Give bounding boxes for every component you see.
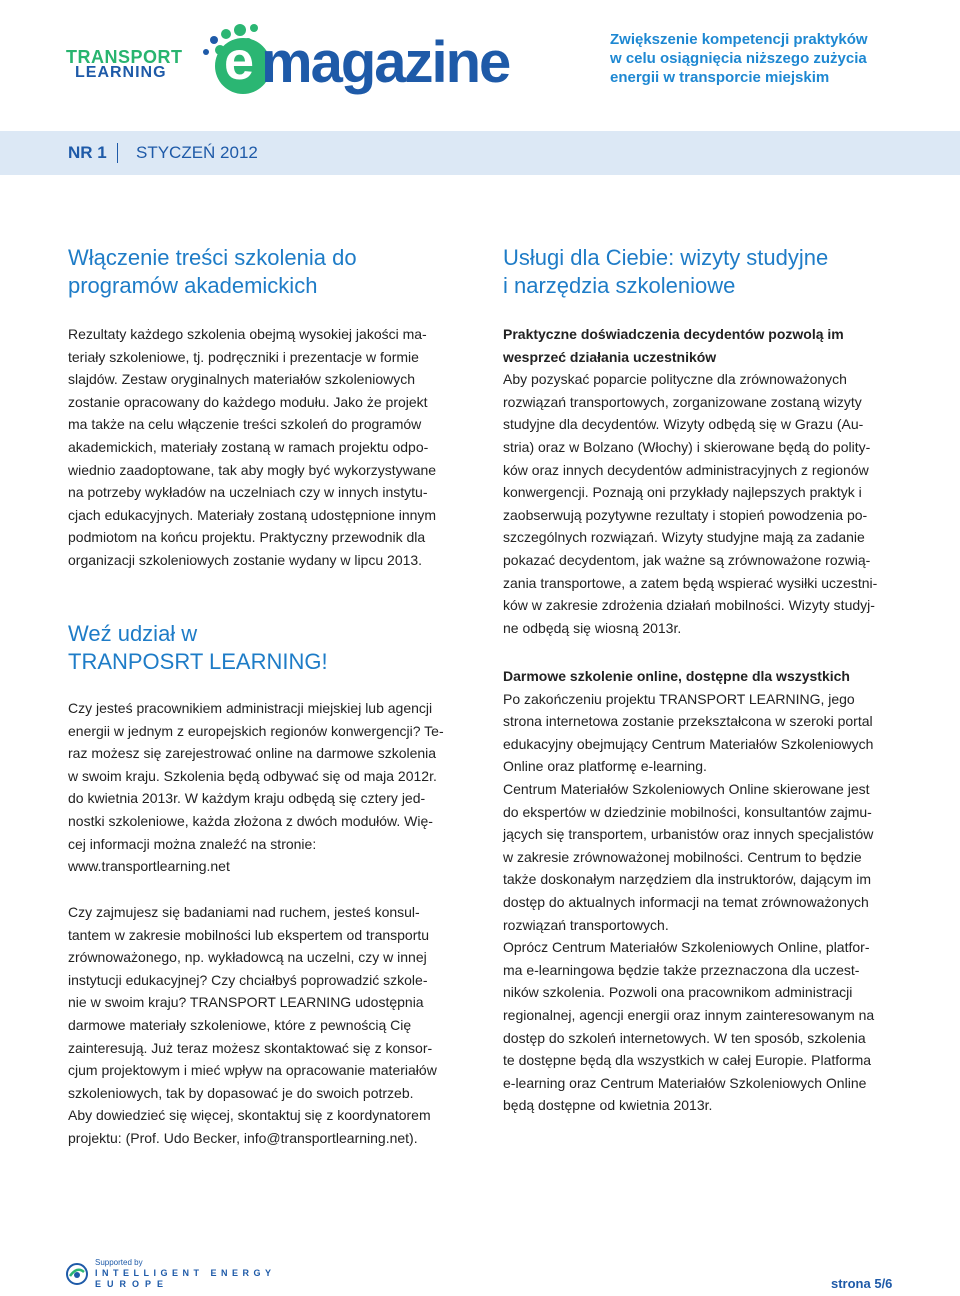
iee-swirl-icon	[66, 1262, 88, 1286]
subheading-free-online-training: Darmowe szkolenie online, dostępne dla wszystkich	[503, 668, 850, 684]
issue-number: NR 1	[68, 143, 107, 162]
paragraph-study-visits: Praktyczne doświadczenia decydentów pozwolą im wesprzeć działania uczestników Aby pozyskać poparcie polityczne dla zrównoważonych rozwiązań transportowych, zorganizowane zostaną wizyty studyjne dla decydentów. Wizyty odbędą się w Grazu (Au- stria) oraz w Bolzano (Włochy) i skierowane będą do polity- ków oraz innych decydentów administracyjnych z regionów konwergencji. Poznają oni przykłady najlepszych praktyk i zaobserwują pozytywne rezultaty i stopień powodzenia po- szczególnych rozwiązań. Wizyty studyjne mają za zadanie pokazać decydentom, jak ważne są zrównoważone rozwią- zania transportowe, a zatem będą wspierać wysiłki uczestni- ków w zakresie zdrożenia działań mobilności. Wizyty studyj- ne odbędą się wiosną 2013r.	[503, 323, 877, 639]
intelligent-energy-europe-logo	[66, 1258, 296, 1290]
emagazine-e-badge: e	[215, 38, 271, 94]
issue-divider	[117, 143, 118, 163]
contact-line[interactable]: projektu: (Prof. Udo Becker, info@transportlearning.net).	[68, 1129, 418, 1146]
website-link[interactable]: www.transportlearning.net	[68, 858, 230, 875]
logo-line1: TRANSPORT	[66, 47, 183, 67]
subheading-practical-experience: Praktyczne doświadczenia decydentów pozwolą im	[503, 326, 844, 342]
paragraph-training-results: Rezultaty każdego szkolenia obejmą wysokiej jakości ma- teriały szkoleniowe, tj. podręczniki i prezentacje w formie slajdów. Zestaw oryginalnych materiałów szkoleniowych zostanie opracowany do każdego modułu. Jako że projekt ma także na celu włączenie treści szkoleń do programów akademickich, materiały zostaną w ramach projektu odpo- wiednio zaadoptowane, tak aby mogły być wykorzystywane na potrzeby wykładów na uczelniach czy w innych instytu- cjach edukacyjnych. Materiały zostaną udostępnione innym podmiotom na końcu projektu. Praktyczny przewodnik dla organizacji szkoleniowych zostanie wydany w lipcu 2013.	[68, 326, 437, 568]
heading-study-visits: Usługi dla Ciebie: wizyty studyjne i narzędzia szkoleniowe	[503, 245, 829, 298]
transport-learning-logo	[66, 20, 206, 110]
page-number: strona 5/6	[831, 1276, 893, 1291]
heading-join-us: Weź udział w TRANPOSRT LEARNING!	[68, 621, 328, 674]
logo-line2: LEARNING	[75, 64, 167, 81]
paragraph-researchers: Czy zajmujesz się badaniami nad ruchem, jesteś konsul- tantem w zakresie mobilności lub ekspertem od transportu zrównoważonego, np. wykładowcą na uczelni, czy w innej instytucji edukacyjnej? Czy chciałbyś poprowadzić szkole- nie w swoim kraju? TRANSPORT LEARNING udostępnia darmowe materiały szkoleniowe, które z pewnością Cię zainteresują. Już teraz możesz skontaktować się z konsor- cjum projektowym i mieć wpływ na opracowanie materiałów szkoleniowych, tak by dopasować je do swoich potrzeb. Aby dowiedzieć się więcej, skontaktuj się z koordynatorem projektu: (Prof. Udo Becker, info@transportlearning.net).	[68, 901, 437, 1150]
paragraph-online-training: Darmowe szkolenie online, dostępne dla wszystkich Po zakończeniu projektu TRANSPORT LEARNING, jego strona internetowa zostanie przekształcona w szeroki portal edukacyjny obejmujący Centrum Materiałów Szkoleniowych Online oraz platformę e-learning. Centrum Materiałów Szkoleniowych Online skierowane jest do ekspertów w dziedzinie mobilności, konsultantów zajmu- jących się transportem, urbanistów oraz innych specjalistów w zakresie zrównoważonej mobilności. Centrum to będzie także doskonałym narzędziem dla instruktorów, dającym im dostęp do aktualnych informacji na temat zrównoważonych rozwiązań transportowych. Oprócz Centrum Materiałów Szkoleniowych Online, platfor- ma e-learningowa będzie także przeznaczona dla uczest- ników szkolenia. Pozwoli ona pracownikom administracji regionalnej, agencji energii oraz innym zainteresowanym na dostęp do szkoleń internetowych. W ten sposób, szkolenia te dostępne będą dla wszystkich w całej Europie. Platforma e-learning oraz Centrum Materiałów Szkoleniowych Online będą dostępne od kwietnia 2013r.	[503, 665, 874, 1117]
supported-by-label: Supported by	[95, 1258, 143, 1267]
header-tagline: Zwiększenie kompetencji praktyków w celu osiągnięcia niższego zużycia energii w transporcie miejskim	[610, 31, 868, 86]
iee-line2: EUROPE	[95, 1279, 170, 1289]
emagazine-logo	[215, 30, 510, 106]
paragraph-register-online: Czy jesteś pracownikiem administracji miejskiej lub agencji energii w jednym z europejskich regionów konwergencji? Te- raz możesz się zarejestrować online na darmowe szkolenia w swoim kraju. Szkolenia będą odbywać się od maja 2012r. do kwietnia 2013r. W każdym kraju odbędą się cztery jed- nostki szkoleniowe, każda złożona z dwóch modułów. Wię- cej informacji można znaleźć na stronie: www.transportlearning.net	[68, 697, 444, 878]
issue-bar	[0, 131, 960, 175]
emagazine-word: magazine	[261, 30, 510, 95]
iee-line1: INTELLIGENT ENERGY	[95, 1268, 276, 1278]
issue-date: STYCZEŃ 2012	[136, 143, 258, 162]
page-header	[0, 0, 960, 130]
heading-academic-programs: Włączenie treści szkolenia do programów akademickich	[68, 245, 357, 298]
